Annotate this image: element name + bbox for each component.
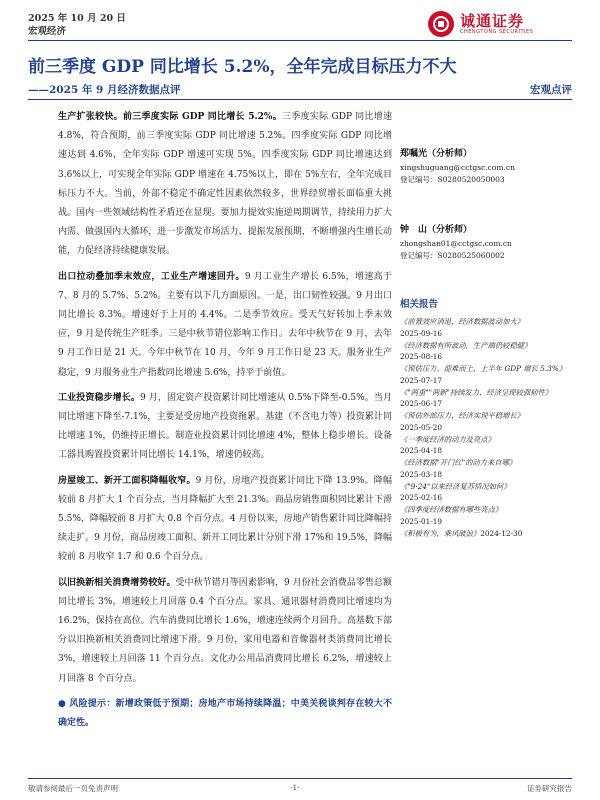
risk-warning: ● 风险提示：新增政策低于预期；房地产市场持续降温；中美关税谈判存在较大不确定性。 bbox=[58, 698, 392, 729]
paragraph-text: 9 月工业生产增长 6.5%，增速高于 7、8 月的 5.7%、5.2%。主要有以下几方面原因。一是，出口韧性较强。9 月出口同比增长 8.3%。增速好于上月的 4.4%。二是季节效应。受天气好转加上季末效应，9 月是传统生产旺季。三是中秋节错位影响工作日。去年中秋节在 9 月，去年 9 月工作日是 21 天。今年中秋节在 10 月，今年 9 月工作日是 23 天。服务业生产稳定，9 月服务业生产指数同比增速 5.6%，持平于前值。 bbox=[58, 271, 392, 378]
analyst-card bbox=[400, 222, 572, 262]
report-type: 宏观点评 bbox=[530, 84, 572, 96]
paragraph-lead: 以旧换新相关消费增势较好。 bbox=[58, 577, 176, 588]
logo-mark-icon bbox=[428, 11, 454, 37]
related-report-item[interactable]: 《预估压力、迎难而上，上半年 GDP 增长 5.3%》 2025-07-17 bbox=[400, 364, 567, 385]
report-title: 前三季度 GDP 同比增长 5.2%，全年完成目标压力不大 bbox=[28, 57, 457, 77]
paragraph-text: 受中秋节错月等因素影响，9 月份社会消费品零售总额同比增长 3%，增速较上月回落 0.4 个百分点。家具、通讯器材消费同比增速均为 16.2%，保持在高位。汽车消费同比增长 1.6%，增速连续两个月回升。高基数下部分以旧换新相关消费同比增速下滑。9 月份，家用电器和音像器材类消费同比增长 3%，增速较上月回落 11 个百分点。文化办公用品消费同比增长 6.2%，增速较上月回落 8 个百分点。 bbox=[58, 577, 392, 684]
analyst-panel bbox=[400, 100, 572, 262]
header-divider bbox=[28, 40, 572, 41]
footer-disclaimer: 敬请参阅最后一页免责声明 bbox=[28, 784, 118, 793]
analyst-email[interactable]: zhongshan01@cctgsc.com.cn bbox=[400, 239, 512, 248]
paragraph-2 bbox=[58, 268, 392, 383]
paragraph-lead: 出口拉动叠加季末效应，工业生产增速回升。 bbox=[58, 271, 245, 282]
analyst-name: 郑嘱光（分析师） bbox=[400, 149, 473, 159]
related-report-item[interactable]: 《经济数据有所波动，生产端仍较稳健》 2025-08-16 bbox=[400, 340, 532, 361]
analyst-reg-no: 登记编号：S0280525060002 bbox=[400, 251, 505, 260]
related-reports-title: 相关报告 bbox=[400, 299, 439, 310]
page-number: -1- bbox=[290, 783, 300, 792]
paragraph-1 bbox=[58, 108, 392, 262]
logo-name-en: CHENGTONG SECURITIES bbox=[460, 28, 534, 35]
report-date: 2025 年 10 月 20 日 bbox=[28, 13, 126, 24]
related-report-item[interactable]: 《"9·24"以来经济复苏情况如何》 2025-02-16 bbox=[400, 481, 511, 502]
paragraph-lead: 工业投资稳步增长。 bbox=[58, 392, 141, 403]
analyst-name: 钟 山（分析师） bbox=[400, 225, 473, 235]
company-logo bbox=[428, 10, 578, 38]
footer-report-label: 证券研究报告 bbox=[527, 784, 572, 793]
report-subtitle: ——2025 年 9 月经济数据点评 bbox=[28, 84, 181, 96]
related-report-item[interactable]: 《"两重""两新"持续发力，经济呈现较强韧性》 2025-06-17 bbox=[400, 387, 553, 408]
logo-name-cn: 诚通证券 bbox=[460, 11, 525, 30]
paragraph-text: 9 月份，房地产投资累计同比下降 13.9%。降幅较前 8 月扩大 1 个百分点，当月降幅扩大至 21.3%。商品房销售面积同比累计下滑 5.5%，降幅较前 8 月扩大 0.8 个百分点。4 月份以来，房地产销售累计同比降幅持续走扩。9 月份，商品房竣工面积、新开工同比累计分别下滑 17%和 19.5%，降幅较前 8 月收窄 1.7 和 0.6 个百分点。 bbox=[58, 475, 392, 563]
analyst-email[interactable]: xingshuguang@cctgsc.com.cn bbox=[400, 163, 515, 172]
footer-divider bbox=[28, 778, 572, 779]
paragraph-lead: 生产扩张较快。前三季度实际 GDP 同比增长 5.2%。 bbox=[58, 112, 283, 122]
report-category: 宏观经济 bbox=[28, 26, 67, 37]
related-report-item[interactable]: 《一季度经济的动力及亮点》 2025-04-18 bbox=[400, 434, 495, 455]
paragraph-text: 9 月，固定资产投资累计同比增速从 0.5%下降至-0.5%。当月同比增速下降至-7.1%，主要是受房地产投资拖累。基建（不含电力等）投资累计同比增速 1%，仍维持正增长。制造业投资累计同比增速 4%，整体上稳步增长。设备工器具购置投资累计同比增长 14.1%，增速仍较高。 bbox=[58, 392, 392, 461]
main-body bbox=[58, 108, 392, 739]
related-report-item[interactable]: 《经济数据"开门红"的动力来自哪》 2025-03-18 bbox=[400, 458, 517, 479]
paragraph-4 bbox=[58, 472, 392, 568]
paragraph-text: 三季度实际 GDP 同比增速 4.8%，符合预期，前三季度实际 GDP 同比增速 5.2%。四季度实际 GDP 同比增速达到 4.6%，全年实际 GDP 增速可实现 5%。四季度实际 GDP 同比增速达到 3.6%以上，可实现全年实际 GDP 增速在 4.75%以上，即在 5%左右，全年完成目标压力不大。当前，外部不稳定不确定性因素依然较多，世界经贸增长面临重大挑战。国内一些领域结构性矛盾还在显现。要加力提效实施逆周期调节，持续用力扩大内需、做强国内大循环，进一步激发市场活力、提振发展预期，不断增强内生增长动能，力促经济持续健康发展。 bbox=[58, 112, 392, 257]
related-report-item[interactable]: 《四季度经济数据有哪些亮点》 2025-01-19 bbox=[400, 505, 503, 526]
paragraph-lead: 房屋竣工、新开工面积降幅收窄。 bbox=[58, 475, 196, 486]
related-report-item[interactable]: 《积极有为，乘风破浪》2024-12-30 bbox=[400, 528, 523, 538]
related-report-item[interactable]: 《前置效应消退，经济数据波动加大》 2025-09-16 bbox=[400, 317, 525, 338]
related-reports bbox=[400, 296, 572, 540]
analyst-card bbox=[400, 146, 572, 186]
paragraph-5 bbox=[58, 574, 392, 689]
analyst-reg-no: 登记编号：S0280520050003 bbox=[400, 175, 505, 184]
related-report-item[interactable]: 《预估外部压力，经济实现平稳增长》 2025-05-20 bbox=[400, 411, 525, 432]
paragraph-3 bbox=[58, 389, 392, 466]
